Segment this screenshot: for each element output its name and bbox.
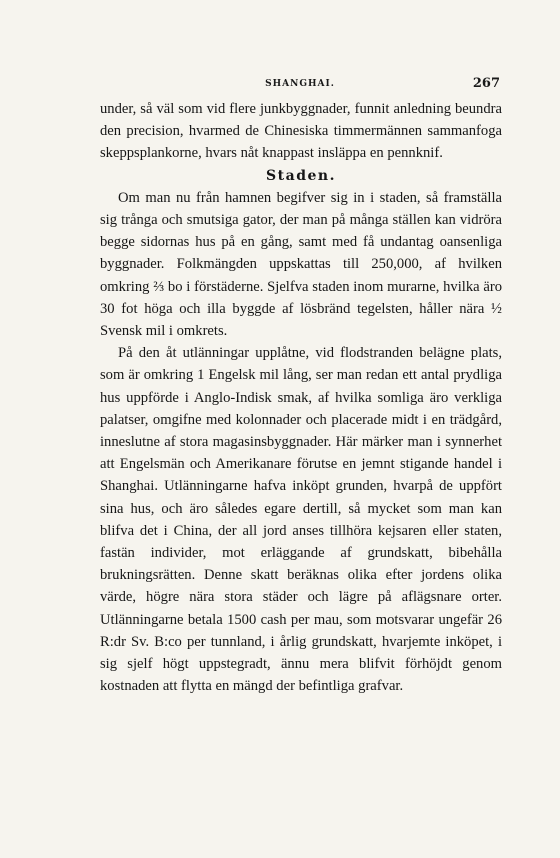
paragraph-3: På den åt utlänningar upplåtne, vid flodstranden belägne plats, som är omkring 1 Engelsk mil lång, ser man redan ett antal prydliga hus uppförde i Anglo-Indisk smak, af hvilka somliga äro verkliga palatser, omgifne med kolonnader och placerade midt i en trädgård, inneslutne af stora magasinsbyggnader. Här märker man i synnerhet att Engelsmän och Amerikanare förutse en jemnt stigande handel i Shanghai. Utlänningarne hafva inköpt grunden, hvarpå de uppfört sina hus, och äro således egare dertill, så mycket som man kan blifva det i China, der all jord anses tillhöra kejsaren eller staten, fastän individer, mot erläggande af grundskatt, bibehålla brukningsrätten. Denne skatt beräknas olika efter jordens olika värde, högre nära stora städer och lägre på aflägsnare orter. Utlänningarne betala 1500 cash per mau, som motsvarar ungefär 26 R:dr Sv. B:co per tunnland, i årlig grundskatt, hvarjemte inköpet, i sig sjelf högt uppstegradt, ännu mera blifvit förhöjdt genom kostnaden att flytta en mängd der befintliga grafvar. [100, 345, 502, 695]
running-title: SHANGHAI. [265, 79, 335, 89]
paragraph-2: Om man nu från hamnen begifver sig in i staden, så framställa sig trånga och smutsiga gator, der man på många ställen kan vidröra begge sidornas hus på en gång, samt med få undantag oansenliga byggnader. Folkmängden uppskattas till 250,000, af hvilken omkring ⅔ bo i förstäderne. Sjelfva staden inom murarne, hvilka äro 30 fot höga och illa byggde af lösbränd tegelsten, håller nära ½ Svensk mil i omkrets. [100, 189, 502, 340]
running-head [100, 76, 500, 92]
body-text [100, 98, 502, 697]
paragraph-1: under, så väl som vid flere junkbyggnader, funnit anledning beundra den precision, hvarmed de Chinesiska timmermännen sammanfoga skeppsplankorne, hvars nåt knappast insläppa en pennknif. [100, 101, 502, 162]
section-heading: Staden. [266, 167, 336, 184]
page-number: 267 [472, 76, 500, 91]
